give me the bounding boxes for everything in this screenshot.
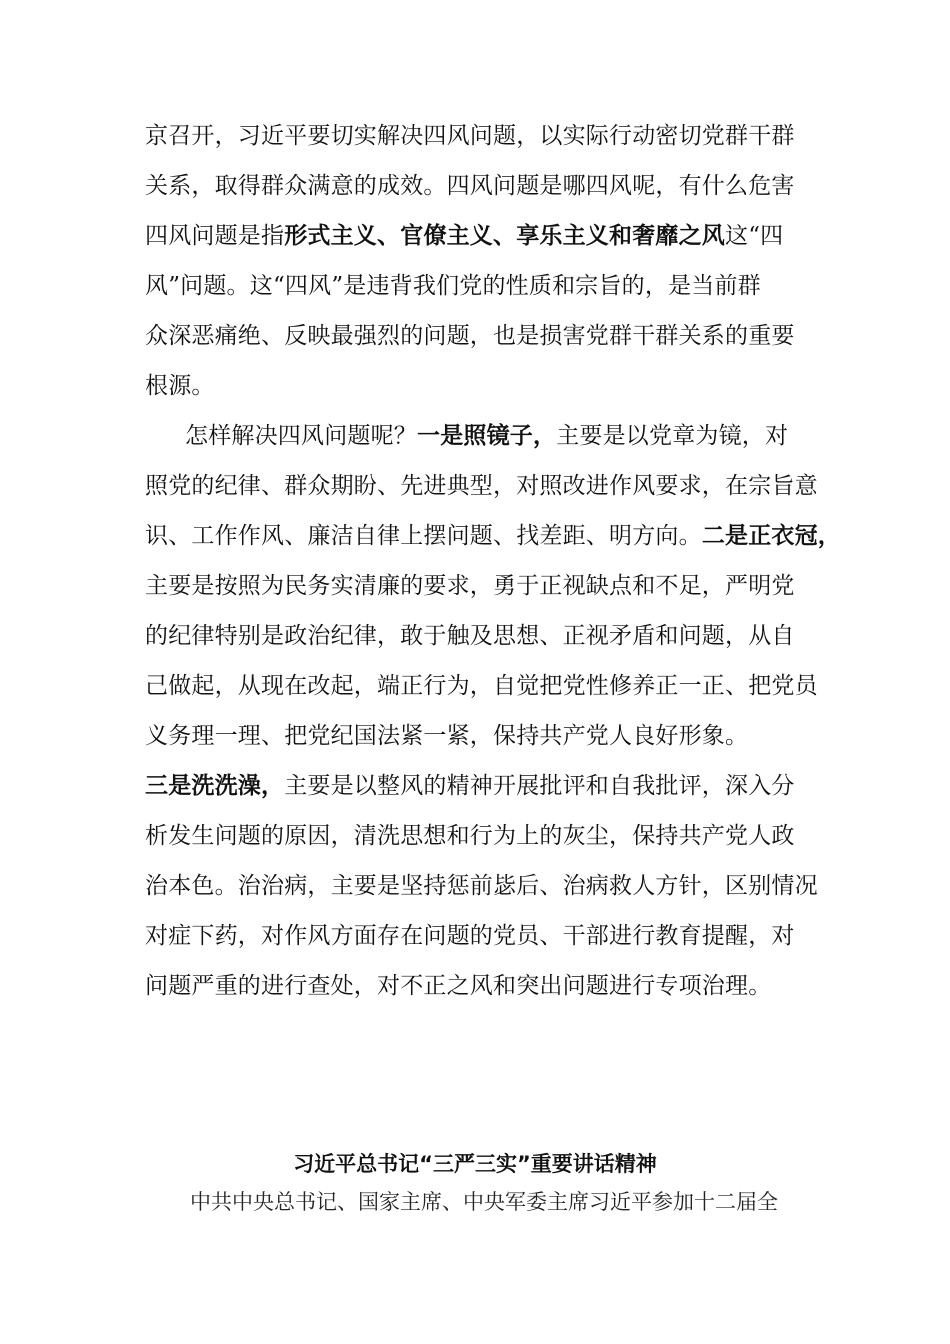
text-line: 三是洗洗澡，主要是以整风的精神开展批评和自我批评，深入分: [145, 773, 795, 799]
text-line: 主要是按照为民务实清廉的要求，勇于正视缺点和不足，严明党: [145, 573, 795, 599]
text-line: 析发生问题的原因，清洗思想和行为上的灰尘，保持共产党人政: [145, 823, 795, 849]
text-line: 的纪律特别是政治纪律，敢于触及思想、正视矛盾和问题，从自: [145, 623, 795, 649]
text-line: 京召开，习近平要切实解决四风问题，以实际行动密切党群干群: [145, 123, 795, 149]
text-line: 关系，取得群众满意的成效。四风问题是哪四风呢，有什么危害: [145, 173, 795, 199]
text-line: 根源。: [145, 373, 215, 399]
text-line: 己做起，从现在改起，端正行为，自觉把党性修养正一正、把党员: [145, 673, 818, 699]
bold-text: 三是洗洗澡，: [145, 773, 285, 799]
text-line: 照党的纪律、群众期盼、先进典型，对照改进作风要求，在宗旨意: [145, 473, 818, 499]
text-line: 问题严重的进行查处，对不正之风和突出问题进行专项治理。: [145, 973, 772, 999]
bold-text: 一是照镜子，: [417, 423, 557, 449]
text-line: 众深恶痛绝、反映最强烈的问题，也是损害党群干群关系的重要: [145, 323, 795, 349]
text-line: 对症下药，对作风方面存在问题的党员、干部进行教育提醒，对: [145, 923, 795, 949]
section-heading: 习近平总书记“三严三实”重要讲话精神: [293, 1152, 657, 1176]
bold-text: 二是正衣冠，: [701, 523, 842, 549]
text-line: 识、工作作风、廉洁自律上摆问题、找差距、明方向。二是正衣冠，: [145, 523, 842, 549]
text-line: 怎样解决四风问题呢？一是照镜子，主要是以党章为镜，对: [185, 423, 789, 449]
text-line: 风”问题。这“四风”是违背我们党的性质和宗旨的，是当前群: [145, 273, 761, 299]
text-line: 四风问题是指形式主义、官僚主义、享乐主义和奢靡之风这“四: [145, 223, 784, 249]
text-line: 义务理一理、把党纪国法紧一紧，保持共产党人良好形象。: [145, 723, 749, 749]
section-intro: 中共中央总书记、国家主席、中央军委主席习近平参加十二届全: [190, 1190, 778, 1214]
text-line: 治本色。治治病，主要是坚持惩前毖后、治病救人方针，区别情况: [145, 873, 818, 899]
bold-text: 形式主义、官僚主义、享乐主义和奢靡之风: [284, 223, 726, 249]
